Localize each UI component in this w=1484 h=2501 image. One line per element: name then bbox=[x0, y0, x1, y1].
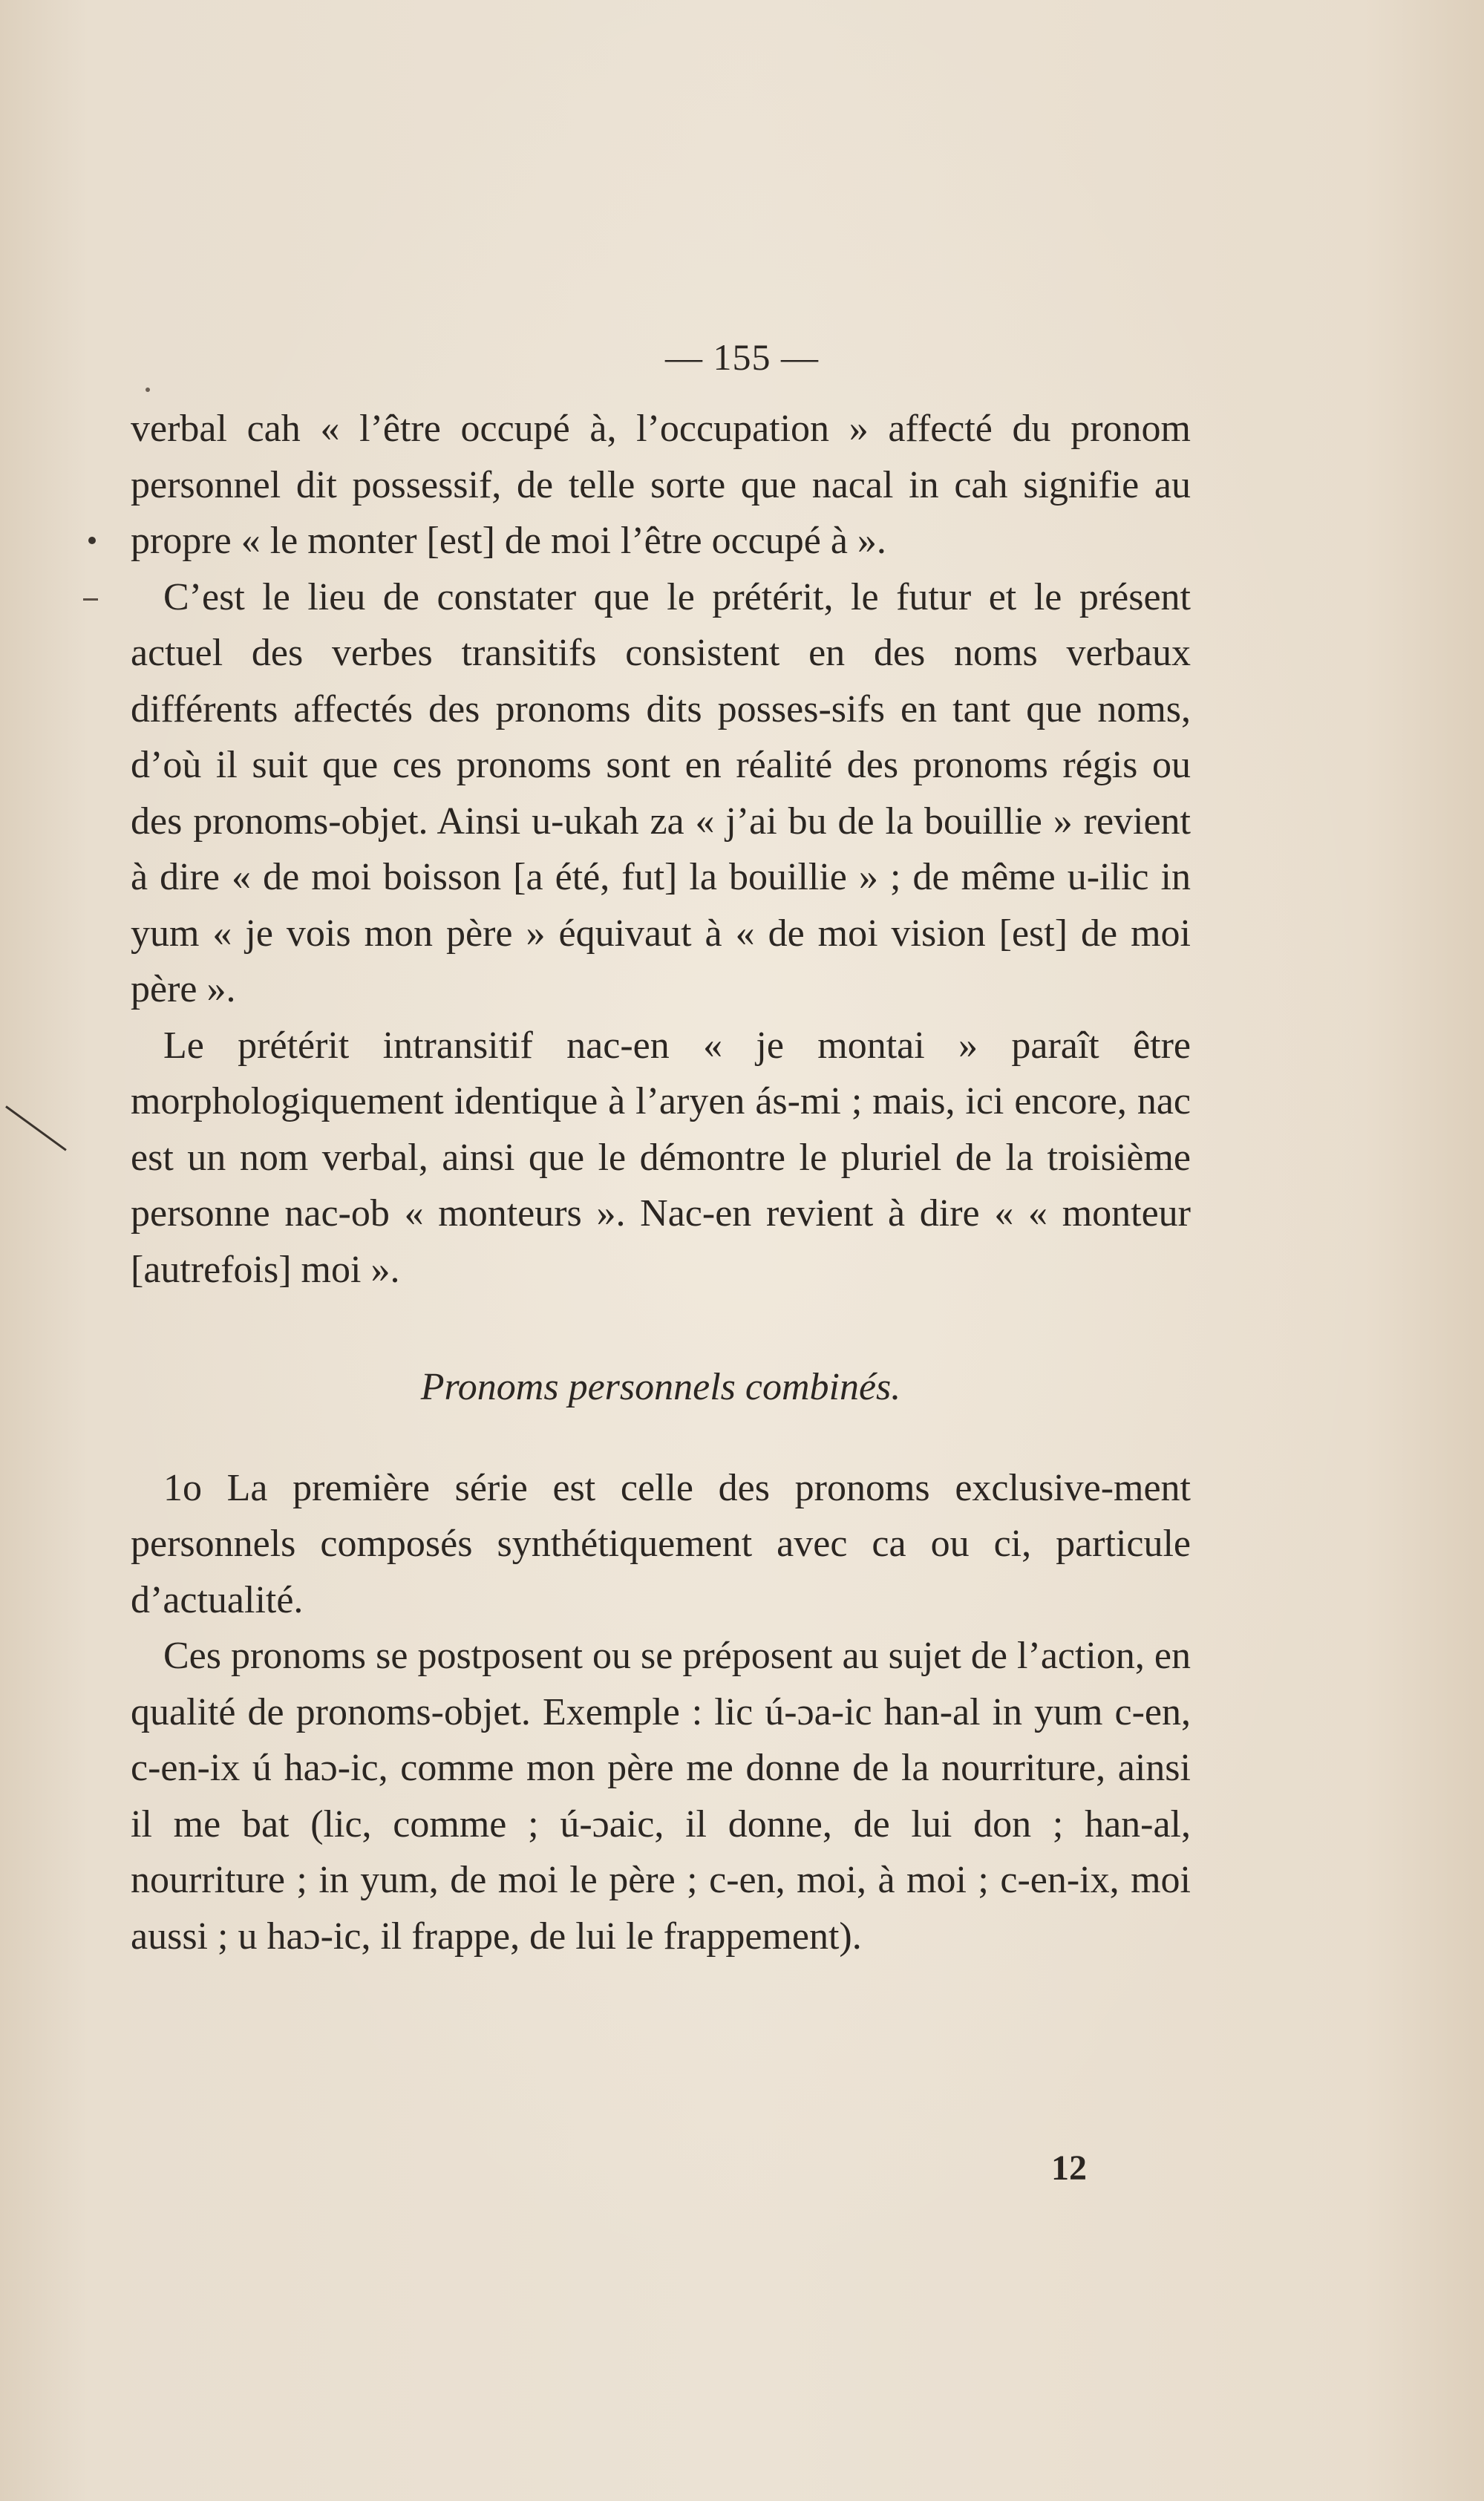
page-number: — 155 — bbox=[665, 336, 819, 378]
paragraph: Ces pronoms se postposent ou se préposent au sujet de l’action, en qualité de pronoms-objet. Exemple : lic ú-ɔa-ic han-al in yum c-en, c-en-ix ú haɔ-ic, comme mon père me donne de la nourriture, ainsi il me bat (lic, comme ; ú-ɔaic, il donne, de lui don ; han-al, nourriture ; in yum, de moi le père ; c-en, moi, à moi ; c-en-ix, moi aussi ; u haɔ-ic, il frappe, de lui le frappement). bbox=[131, 1635, 1191, 1958]
margin-dot bbox=[88, 537, 96, 544]
section-heading: Pronoms personnels combinés. bbox=[420, 1366, 901, 1408]
body-text bbox=[131, 401, 1191, 1964]
paragraph: verbal cah « l’être occupé à, l’occupation » affecté du pronom personnel dit possessif, de telle sorte que nacal in cah signifie au propre « le monter [est] de moi l’être occupé à ». bbox=[131, 408, 1191, 562]
margin-dash bbox=[83, 598, 98, 601]
margin-pencil-stroke bbox=[5, 1105, 67, 1151]
paragraph: C’est le lieu de constater que le prétérit, le futur et le présent actuel des verbes transitifs consistent en des noms verbaux différents affectés des pronoms dits posses-sifs en tant que noms, d’où il suit que ces pronoms sont en réalité des pronoms régis ou des pronoms-objet. Ainsi u-ukah za « j’ai bu de la bouillie » revient à dire « de moi boisson [a été, fut] la bouillie » ; de même u-ilic in yum « je vois mon père » équivaut à « de moi vision [est] de moi père ». bbox=[131, 575, 1191, 1010]
signature-mark: 12 bbox=[1051, 2148, 1087, 2188]
ink-speck bbox=[146, 388, 150, 392]
paragraph: 1o La première série est celle des pronoms exclusive-ment personnels composés synthétiquement avec ca ou ci, particule d’actualité. bbox=[131, 1466, 1191, 1621]
paragraph: Le prétérit intransitif nac-en « je montai » paraît être morphologiquement identique à l’aryen ás-mi ; mais, ici encore, nac est un nom verbal, ainsi que le démontre le pluriel de la troisième personne nac-ob « monteurs ». Nac-en revient à dire « « monteur [autrefois] moi ». bbox=[131, 1024, 1191, 1291]
